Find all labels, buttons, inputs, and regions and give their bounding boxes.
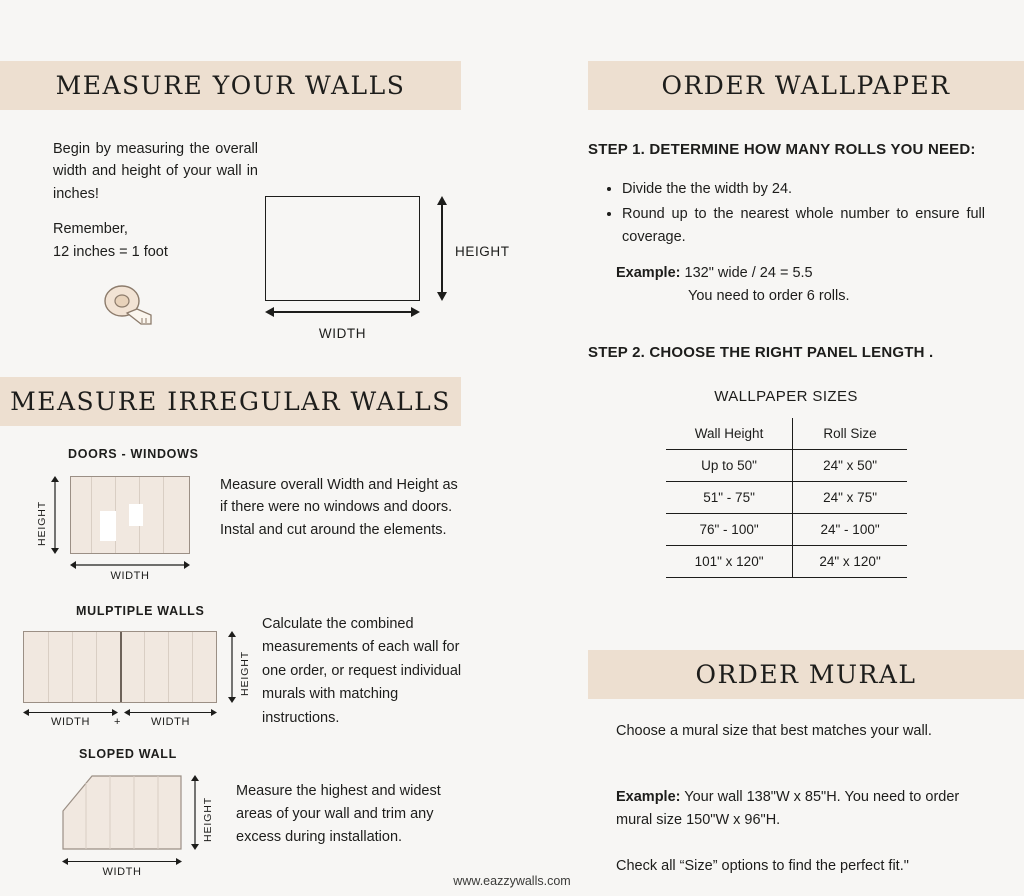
sloped-wall-text: Measure the highest and widest areas of your wall and trim any excess during installation.	[236, 783, 441, 846]
mw-width-label-2: WIDTH	[150, 716, 191, 728]
mw-height-arrow-icon	[227, 631, 237, 703]
cell-roll-size: 24" - 100"	[793, 514, 907, 546]
sloped-wall-diagram	[62, 775, 182, 850]
step-1-title: STEP 1. DETERMINE HOW MANY ROLLS YOU NEED:	[588, 141, 976, 158]
multiple-walls-title: MULPTIPLE WALLS	[76, 604, 205, 618]
doors-windows-text: Measure overall Width and Height as if there were no windows and doors. Instal and cut around the elements.	[220, 477, 458, 538]
wallpaper-example	[616, 262, 986, 308]
footer-website-url: www.eazzywalls.com	[453, 874, 571, 888]
cell-wall-height: 101" x 120"	[666, 546, 793, 578]
doors-windows-diagram	[70, 476, 190, 554]
mural-paragraph-1: Choose a mural size that best matches your wall.	[616, 723, 932, 739]
cell-roll-size: 24" x 120"	[793, 546, 907, 578]
banner-order-wallpaper-label: ORDER WALLPAPER	[661, 71, 951, 100]
sw-height-label: HEIGHT	[202, 796, 214, 842]
remember-line-2: 12 inches = 1 foot	[53, 244, 168, 261]
dw-height-arrow-icon	[50, 476, 60, 554]
table-header-row	[666, 418, 907, 450]
mw-height-label: HEIGHT	[239, 650, 251, 696]
banner-measure-irregular-walls-label: MEASURE IRREGULAR WALLS	[10, 387, 451, 416]
wallpaper-sizes-table	[666, 418, 907, 578]
dw-width-arrow-icon	[70, 560, 190, 570]
measure-intro-text: Begin by measuring the overall width and height of your wall in inches!	[53, 141, 258, 202]
multiple-walls-text: Calculate the combined measurements of each wall for one order, or request individual murals with matching instructions.	[262, 616, 462, 726]
remember-note	[53, 218, 263, 264]
step-1-bullet-list	[600, 178, 985, 251]
mw-width-label-1: WIDTH	[50, 716, 91, 728]
wall-width-label: WIDTH	[318, 326, 367, 341]
dw-height-label: HEIGHT	[36, 500, 48, 546]
banner-order-mural	[588, 650, 1024, 699]
cell-roll-size: 24" x 75"	[793, 482, 907, 514]
width-arrow-icon	[265, 305, 420, 319]
mural-example	[616, 786, 986, 832]
sw-height-arrow-icon	[190, 775, 200, 850]
example-continuation: You need to order 6 rolls.	[688, 288, 850, 305]
remember-line-1: Remember,	[53, 221, 128, 237]
dw-width-label: WIDTH	[110, 570, 150, 582]
banner-measure-irregular-walls	[0, 377, 461, 426]
wall-rectangle-diagram	[265, 196, 420, 301]
height-arrow-icon	[435, 196, 449, 301]
window-shape	[129, 504, 143, 526]
wallpaper-sizes-caption: WALLPAPER SIZES	[714, 388, 858, 405]
list-item: • Divide the the width by 24.	[622, 178, 985, 200]
mural-paragraph-2: Check all “Size” options to find the perfect fit."	[616, 858, 909, 874]
sloped-wall-title: SLOPED WALL	[79, 747, 177, 761]
example-label: Example:	[616, 265, 681, 281]
mural-example-text: Your wall 138"W x 85"H. You need to order mural size 150"W x 96"H.	[616, 789, 960, 829]
banner-measure-your-walls-label: MEASURE YOUR WALLS	[55, 71, 406, 100]
column-header-wall-height: Wall Height	[666, 418, 793, 450]
banner-order-mural-label: ORDER MURAL	[695, 660, 917, 689]
cell-roll-size: 24" x 50"	[793, 450, 907, 482]
table-row	[666, 514, 907, 546]
door-shape	[100, 511, 116, 541]
cell-wall-height: 51" - 75"	[666, 482, 793, 514]
table-row	[666, 546, 907, 578]
table-row	[666, 482, 907, 514]
list-item: • Round up to the nearest whole number to ensure full coverage.	[622, 203, 985, 248]
wall-height-label: HEIGHT	[455, 244, 510, 259]
sw-width-label: WIDTH	[102, 866, 142, 878]
sw-width-arrow-icon	[62, 857, 182, 866]
example-text: 132" wide / 24 = 5.5	[684, 265, 813, 281]
banner-measure-your-walls	[0, 61, 461, 110]
mural-example-label: Example:	[616, 789, 681, 805]
cell-wall-height: Up to 50"	[666, 450, 793, 482]
cell-wall-height: 76" - 100"	[666, 514, 793, 546]
mw-plus-sign: +	[114, 716, 122, 728]
table-row	[666, 450, 907, 482]
doors-windows-title: DOORS - WINDOWS	[68, 447, 199, 461]
tape-measure-icon	[97, 283, 167, 328]
banner-order-wallpaper	[588, 61, 1024, 110]
step-2-title: STEP 2. CHOOSE THE RIGHT PANEL LENGTH .	[588, 344, 934, 361]
multiple-walls-diagram	[23, 631, 217, 703]
column-header-roll-size: Roll Size	[793, 418, 907, 450]
